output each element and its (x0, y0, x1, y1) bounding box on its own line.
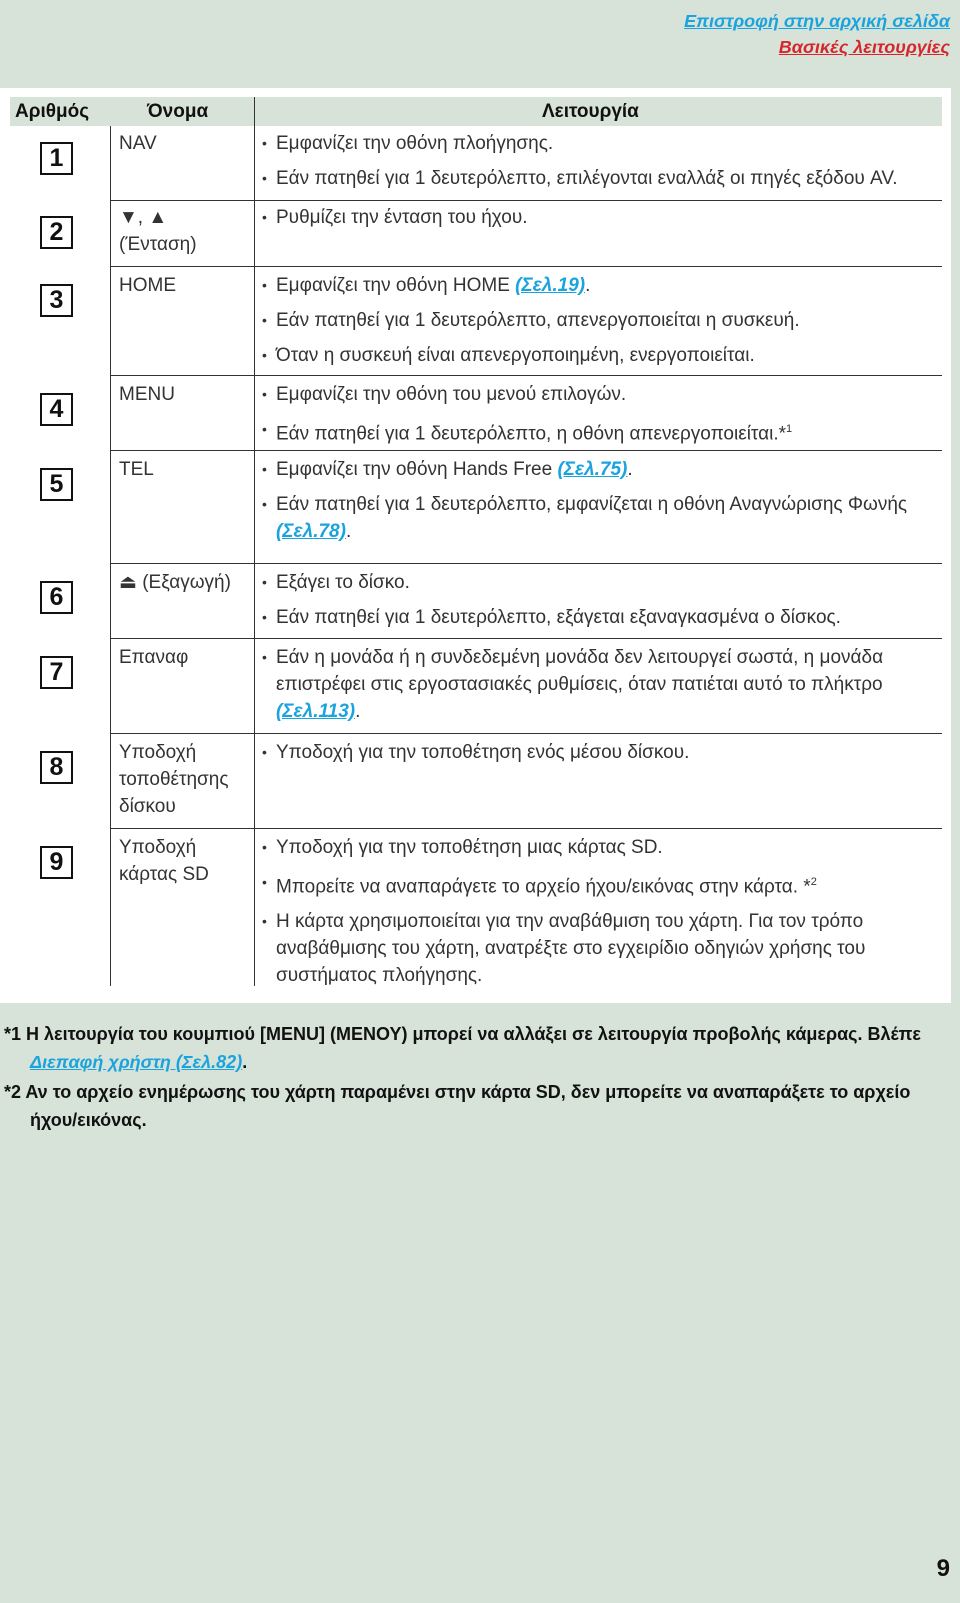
row-number-badge: 2 (40, 216, 73, 249)
line-text: Εμφανίζει την οθόνη HOME (276, 275, 516, 296)
row-number-badge: 9 (40, 846, 73, 879)
bullet-line: • Εάν πατηθεί για 1 δευτερόλεπτο, απενεργοποιείται η συσκευή. (262, 307, 930, 334)
bullet-line: • Εμφανίζει την οθόνη του μενού επιλογών. (262, 381, 930, 408)
name-line: δίσκου (119, 796, 176, 817)
row-name: Επαναφ (119, 647, 189, 668)
row-description (262, 569, 930, 639)
bullet-line: • Η κάρτα χρησιμοποιείται για την αναβάθμιση του χάρτη. Για τον τρόπο αναβάθμισης του χάρτη, ανατρέξτε στο εγχειρίδιο οδηγιών χρήσης του συστήματος πλοήγησης. (262, 908, 930, 989)
row-description (262, 272, 930, 377)
bullet-line: • Υποδοχή για την τοποθέτηση μιας κάρτας SD. (262, 834, 930, 861)
row-divider (110, 828, 942, 829)
top-navigation (684, 8, 950, 60)
column-divider (110, 126, 111, 986)
bullet-line (262, 456, 930, 483)
row-name (119, 204, 197, 258)
bullet-line: • Υποδοχή για την τοποθέτηση ενός μέσου δίσκου. (262, 739, 930, 766)
bullet-line (262, 272, 930, 299)
bullet-line: • Εάν πατηθεί για 1 δευτερόλεπτο, εξάγεται εξαναγκασμένα ο δίσκος. (262, 604, 930, 631)
line-tail: . (627, 459, 633, 480)
line-text: Μπορείτε να αναπαράγετε το αρχείο ήχου/εικόνας στην κάρτα. * (276, 876, 811, 898)
page-reference-link[interactable]: (Σελ.75) (557, 459, 628, 480)
row-name: HOME (119, 275, 176, 296)
name-line: Υποδοχή (119, 742, 197, 763)
row-description (262, 204, 930, 239)
bullet-line: • Εξάγει το δίσκο. (262, 569, 930, 596)
row-number-badge: 6 (40, 581, 73, 614)
bullet-line: • Όταν η συσκευή είναι απενεργοποιημένη, ενεργοποιείται. (262, 342, 930, 369)
return-home-link[interactable]: Επιστροφή στην αρχική σελίδα (684, 11, 950, 31)
bullet-line (262, 491, 930, 545)
footnote-marker: 1 (786, 423, 793, 435)
line-tail: . (355, 701, 361, 722)
footnote-2: *2 Αν το αρχείο ενημέρωσης του χάρτη παραμένει στην κάρτα SD, δεν μπορείτε να αναπαράξετε το αρχείο ήχου/εικόνας. (4, 1082, 911, 1130)
line-text: Εάν η μονάδα ή η συνδεδεμένη μονάδα δεν λειτουργεί σωστά, η μονάδα επιστρέφει στις εργοστασιακές ρυθμίσεις, όταν πατιέται αυτό το πλήκτρο (276, 647, 884, 695)
name-line: ▼, ▲ (119, 207, 168, 228)
header-name: Όνομα (147, 101, 209, 122)
page-reference-link[interactable]: (Σελ.78) (276, 521, 346, 542)
line-tail: . (585, 275, 591, 296)
name-line: Υποδοχή (119, 837, 197, 858)
line-text: Εάν πατηθεί για 1 δευτερόλεπτο, εμφανίζεται η οθόνη Αναγνώρισης Φωνής (276, 494, 908, 515)
line-text: Εάν πατηθεί για 1 δευτερόλεπτο, η οθόνη απενεργοποιείται.* (276, 423, 787, 445)
row-name: NAV (119, 133, 157, 154)
row-description (262, 130, 930, 200)
basic-operations-link[interactable]: Βασικές λειτουργίες (778, 37, 950, 57)
page-number: 9 (936, 1555, 950, 1582)
row-description (262, 456, 930, 553)
row-number-badge: 4 (40, 393, 73, 426)
line-tail: . (345, 521, 352, 542)
bullet-line (262, 869, 930, 900)
name-line: κάρτας SD (119, 864, 209, 885)
row-description (262, 381, 930, 455)
header-number: Αριθμός (15, 101, 90, 122)
row-description (262, 834, 930, 997)
footnote-marker: 2 (810, 876, 817, 888)
bullet-line (262, 416, 930, 447)
table-header (10, 97, 942, 126)
user-interface-link[interactable]: Διεπαφή χρήστη (Σελ.82) (30, 1052, 243, 1072)
row-number-badge: 3 (40, 284, 73, 317)
footnote-text: *1 Η λειτουργία του κουμπιού [MENU] (ΜΕΝΟΥ) μπορεί να αλλάξει σε λειτουργία προβολής κάμερας. Βλέπε (4, 1024, 921, 1044)
row-name: MENU (119, 384, 175, 405)
row-number-badge: 8 (40, 751, 73, 784)
bullet-line: • Ρυθμίζει την ένταση του ήχου. (262, 204, 930, 231)
bullet-line (262, 644, 930, 725)
row-divider (110, 563, 942, 564)
row-name (119, 739, 229, 820)
row-number-badge: 7 (40, 656, 73, 689)
row-name: ⏏ (Εξαγωγή) (119, 572, 231, 593)
row-name (119, 834, 209, 888)
page-reference-link[interactable]: (Σελ.113) (276, 701, 356, 722)
footnote-1 (4, 1020, 944, 1076)
name-line: (Ένταση) (119, 234, 197, 255)
footnote-tail: . (242, 1052, 248, 1072)
bullet-line: • Εάν πατηθεί για 1 δευτερόλεπτο, επιλέγονται εναλλάξ οι πηγές εξόδου AV. (262, 165, 930, 192)
function-table (0, 88, 951, 1003)
row-number-badge: 1 (40, 142, 73, 175)
line-text: Εμφανίζει την οθόνη Hands Free (276, 459, 558, 480)
header-function: Λειτουργία (542, 101, 639, 122)
row-number-badge: 5 (40, 468, 73, 501)
row-divider (110, 266, 942, 267)
bullet-line: • Εμφανίζει την οθόνη πλοήγησης. (262, 130, 930, 157)
row-description (262, 739, 930, 774)
column-divider (254, 97, 255, 986)
footnotes (4, 1020, 944, 1136)
row-name: TEL (119, 459, 154, 480)
row-divider (110, 200, 942, 201)
row-divider (110, 733, 942, 734)
name-line: τοποθέτησης (119, 769, 229, 790)
row-description (262, 644, 930, 733)
page-reference-link[interactable]: (Σελ.19) (515, 275, 586, 296)
